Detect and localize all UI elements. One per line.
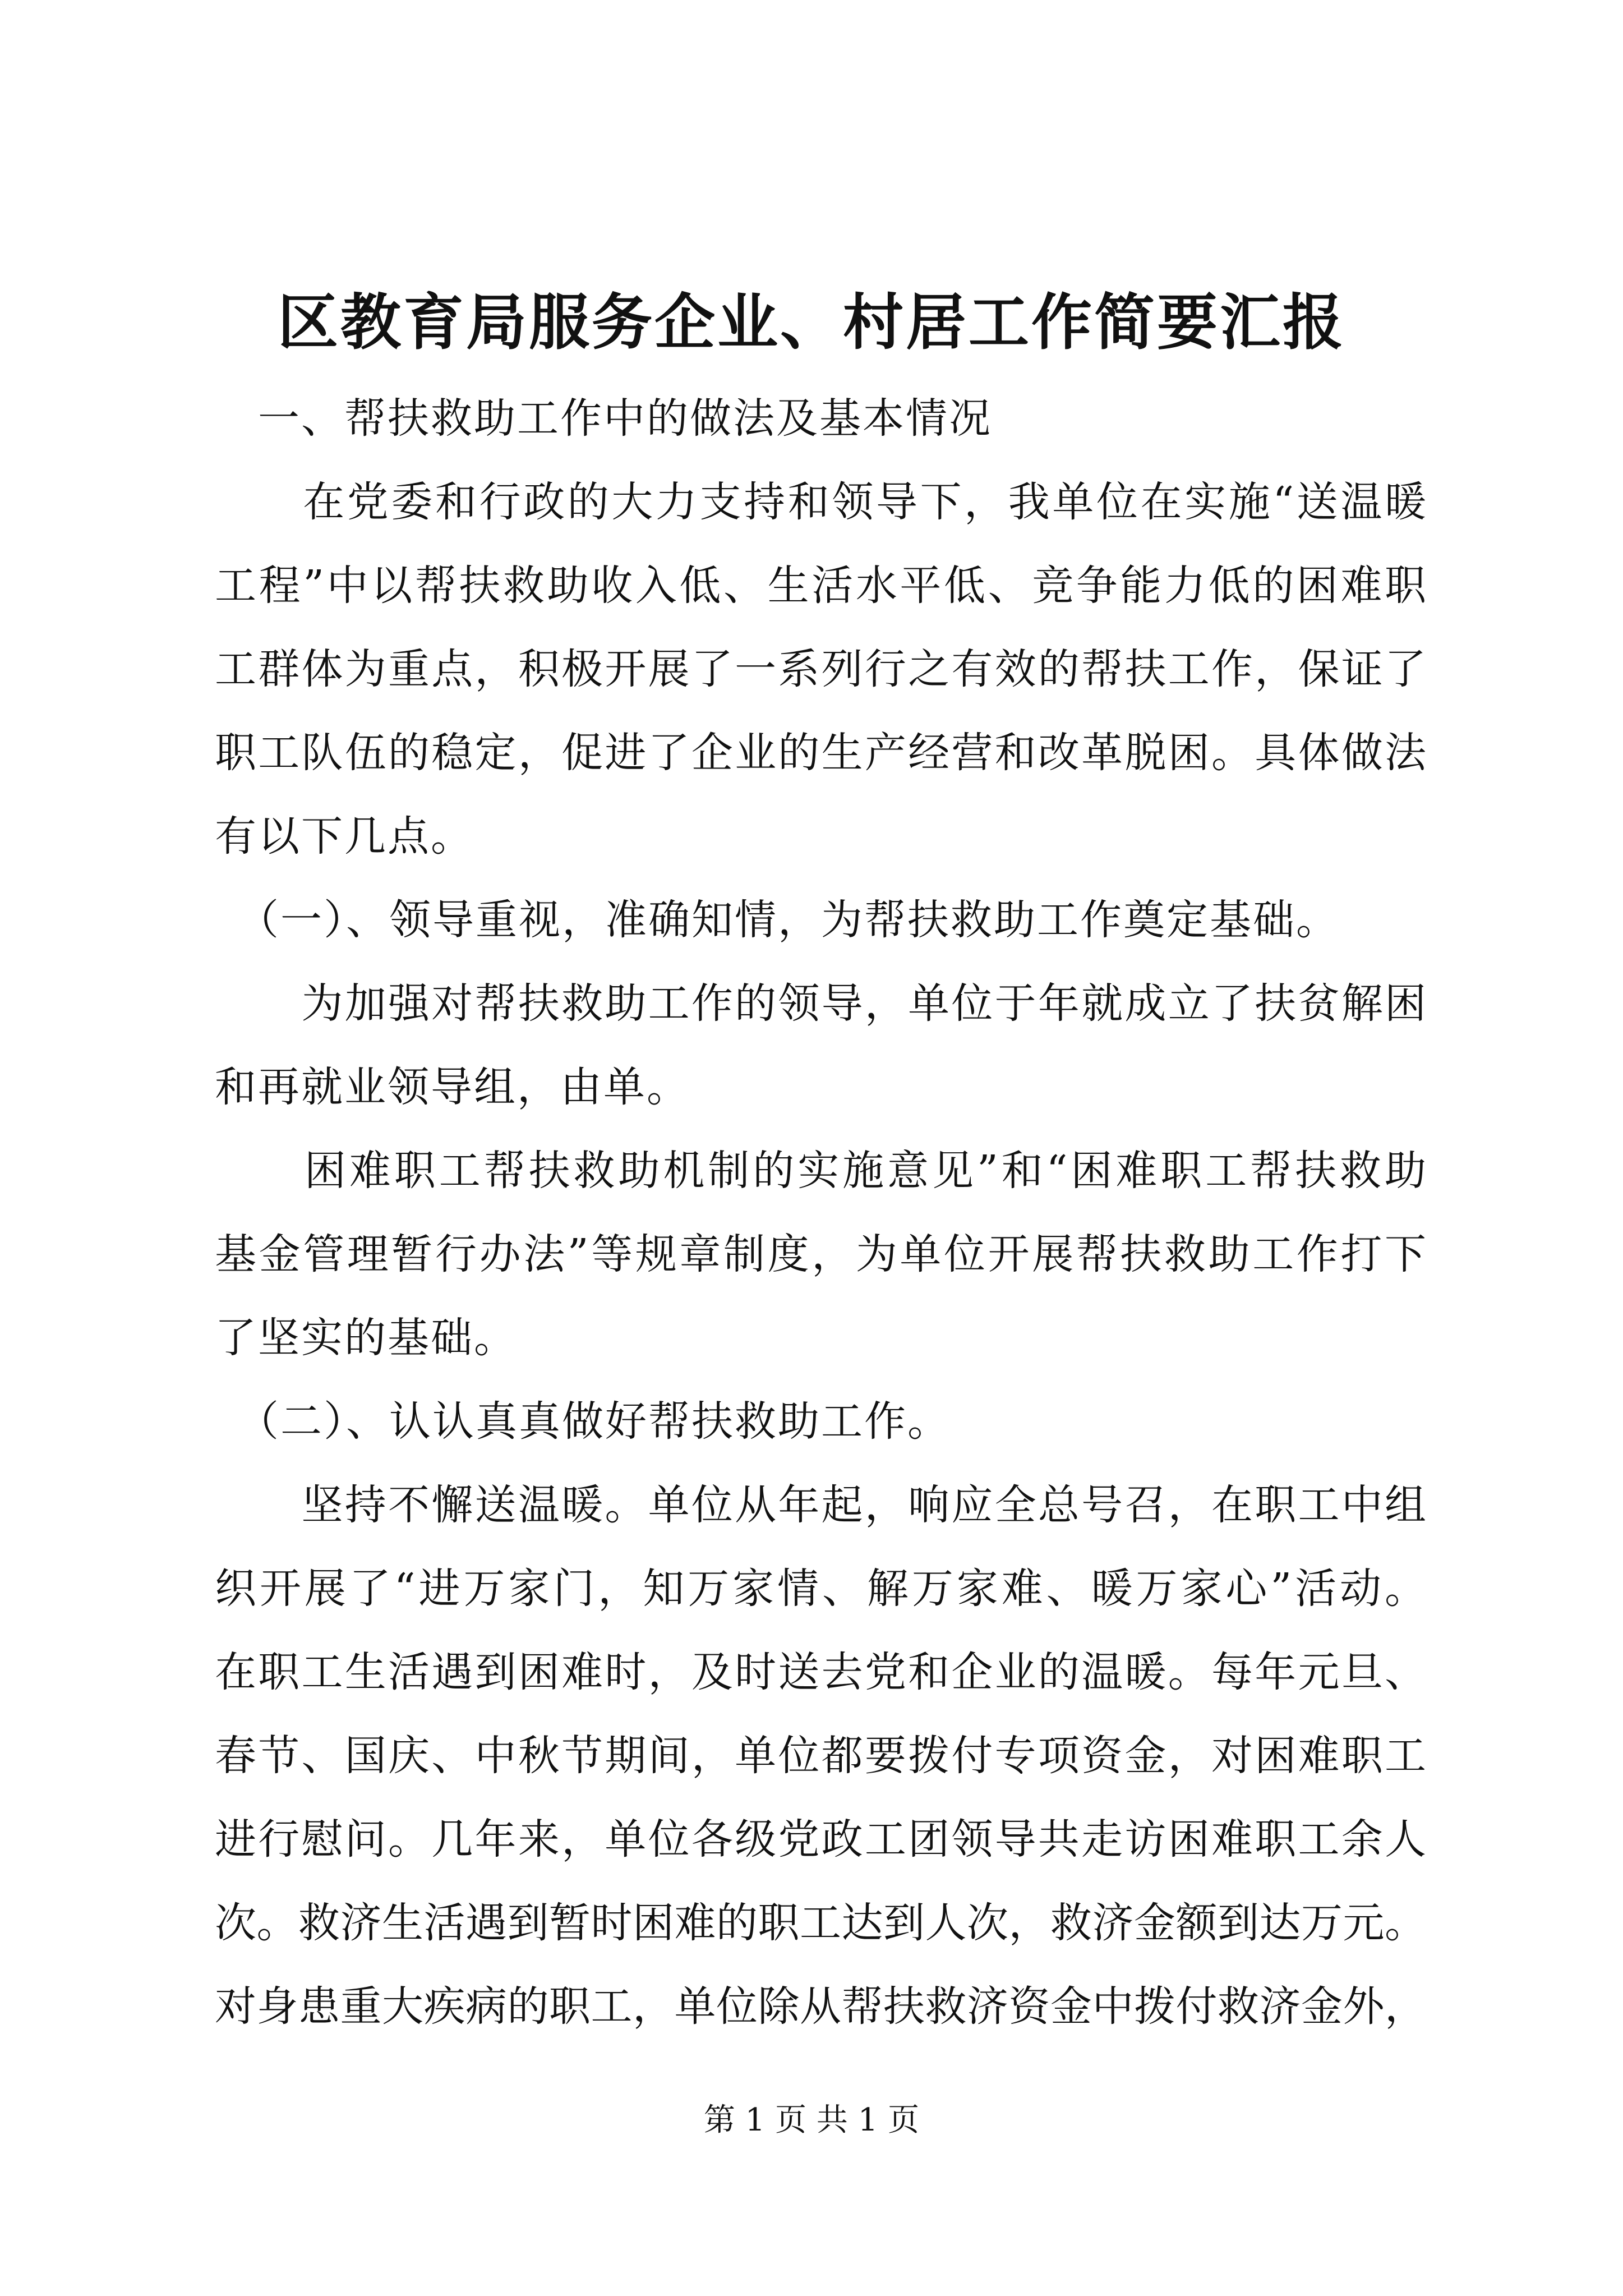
paragraph-line: 在党委和行政的大力支持和领导下，我单位在实施“送温暖 bbox=[215, 478, 1426, 526]
paragraph-line: 工程”中以帮扶救助收入低、生活水平低、竞争能力低的困难职 bbox=[215, 562, 1426, 610]
paragraph-line: 在职工生活遇到困难时，及时送去党和企业的温暖。每年元旦、 bbox=[215, 1648, 1426, 1696]
paragraph-line: 了坚实的基础。 bbox=[215, 1314, 517, 1362]
paragraph-line: 为加强对帮扶救助工作的领导，单位于年就成立了扶贫解困 bbox=[215, 979, 1426, 1028]
document-title: 区教育局服务企业、村居工作简要汇报 bbox=[277, 287, 1345, 358]
paragraph-line: 有以下几点。 bbox=[215, 812, 474, 861]
subsection-heading-2: （二）、认认真真做好帮扶救助工作。 bbox=[215, 1397, 951, 1446]
paragraph-line: 对身患重大疾病的职工，单位除从帮扶救济资金中拨付救济金外， bbox=[215, 1982, 1426, 2031]
paragraph-line: 春节、国庆、中秋节期间，单位都要拨付专项资金，对困难职工 bbox=[215, 1732, 1426, 1780]
paragraph-line: 困难职工帮扶救助机制的实施意见”和“困难职工帮扶救助 bbox=[215, 1147, 1426, 1195]
document-body bbox=[215, 377, 1426, 2049]
paragraph-line: 工群体为重点，积极开展了一系列行之有效的帮扶工作，保证了 bbox=[215, 645, 1426, 693]
paragraph-line: 进行慰问。几年来，单位各级党政工团领导共走访困难职工余人 bbox=[215, 1815, 1426, 1864]
paragraph-line: 坚持不懈送温暖。单位从年起，响应全总号召，在职工中组 bbox=[215, 1481, 1426, 1529]
subsection-heading-1: （一）、领导重视，准确知情，为帮扶救助工作奠定基础。 bbox=[215, 896, 1339, 944]
paragraph-line: 和再就业领导组，由单。 bbox=[215, 1063, 690, 1111]
paragraph-line: 次。救济生活遇到暂时困难的职工达到人次，救济金额到达万元。 bbox=[215, 1899, 1426, 1947]
paragraph-line: 织开展了“进万家门，知万家情、解万家难、暖万家心”活动。 bbox=[215, 1565, 1426, 1613]
paragraph-line: 职工队伍的稳定，促进了企业的生产经营和改革脱困。具体做法 bbox=[215, 729, 1426, 777]
paragraph-line: 基金管理暂行办法”等规章制度，为单位开展帮扶救助工作打下 bbox=[215, 1230, 1426, 1278]
page-footer: 第 1 页 共 1 页 bbox=[703, 2102, 920, 2138]
section-heading-1: 一、帮扶救助工作中的做法及基本情况 bbox=[215, 394, 992, 443]
